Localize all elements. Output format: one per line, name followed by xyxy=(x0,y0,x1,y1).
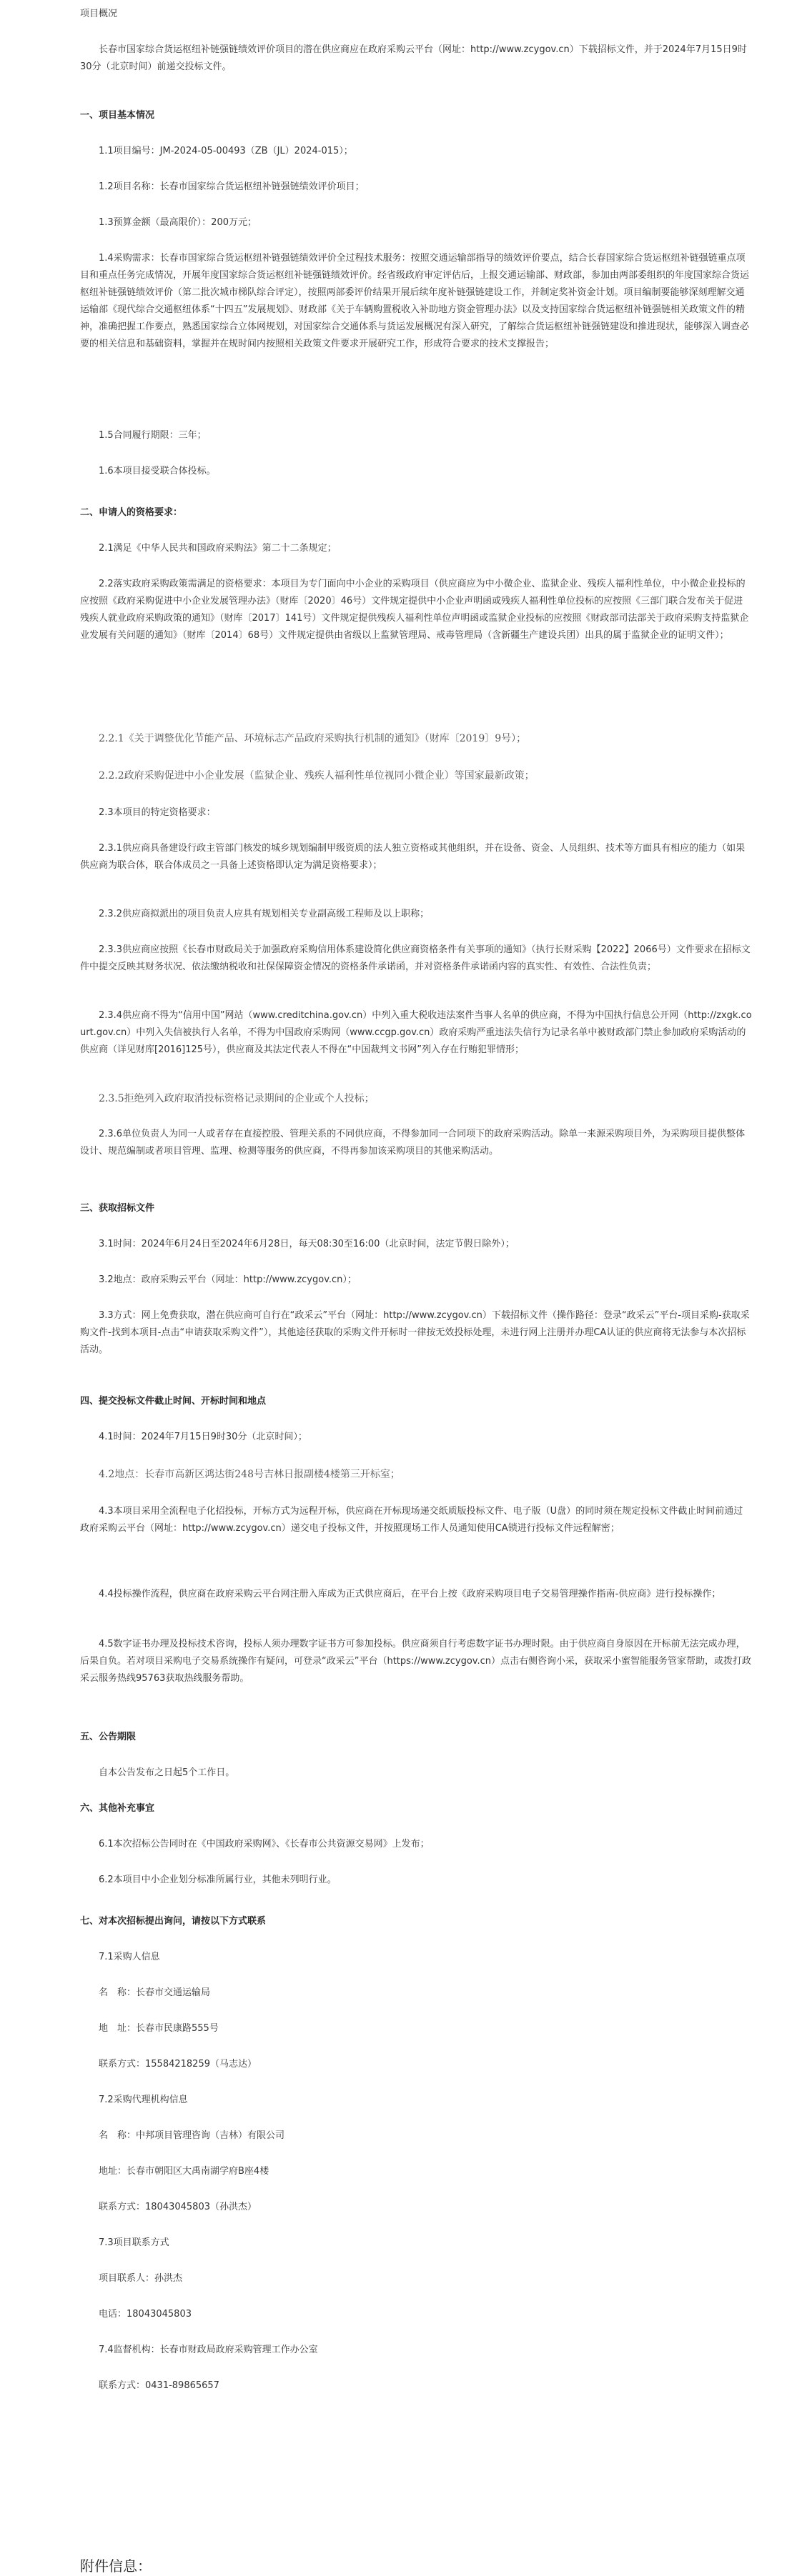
contact-7-2: 7.2采购代理机构信息 xyxy=(99,2095,188,2105)
agency-name: 名 称：中邦项目管理咨询（吉林）有限公司 xyxy=(99,2130,285,2141)
section-2-title: 二、申请人的资格要求： xyxy=(80,507,183,518)
item-2-2-1: 2.2.1《关于调整优化节能产品、环境标志产品政府采购执行机制的通知》（财库〔2019〕9号）； xyxy=(99,733,527,744)
item-2-3-6: 2.3.6单位负责人为同一人或者存在直接控股、管理关系的不同供应商，不得参加同一合同项下的政府采购活动。除单一来源采购项目外，为采购项目提供整体设计、规范编制或者项目管理、监理、检测等服务的供应商，不得再参加该采购项目的其他采购活动。 xyxy=(80,1129,746,1157)
item-2-1: 2.1满足《中华人民共和国政府采购法》第二十二条规定； xyxy=(99,543,337,554)
item-4-2: 4.2地点：长春市高新区鸿达街248号吉林日报副楼4楼第三开标室； xyxy=(99,1469,400,1480)
supervisor-agency: 7.4监督机构：长春市财政局政府采购管理工作办公室 xyxy=(99,2345,318,2355)
item-3-2: 3.2地点：政府采购云平台（网址：http://www.zcygov.cn）； xyxy=(99,1274,357,1285)
item-2-2-2: 2.2.2政府采购促进中小企业发展（监狱企业、残疾人福利性单位视同小微企业）等国家最新政策； xyxy=(99,770,535,782)
project-contact-phone: 电话：18043045803 xyxy=(99,2309,192,2320)
item-3-3: 3.3方式：网上免费获取，潜在供应商可自行在“政采云”平台（网址：http://www.zcygov.cn）下载招标文件（操作路径：登录“政采云”平台-项目采购-获取采购文件-找到本项目-点击“申请获取采购文件”），其他途径获取的采购文件开标时一律按无效投标处理，未进行网上注册并办理CA认证的供应商将无法参与本次招标活动。 xyxy=(80,1310,750,1355)
item-6-2: 6.2本项目中小企业划分标准所属行业，其他未列明行业。 xyxy=(99,1874,337,1885)
attachments-heading: 附件信息： xyxy=(80,2557,152,2575)
item-4-1: 4.1时间：2024年7月15日9时30分（北京时间）； xyxy=(99,1432,307,1442)
item-2-3-2: 2.3.2供应商拟派出的项目负责人应具有规划相关专业副高级工程师及以上职称； xyxy=(99,909,430,919)
item-3-1: 3.1时间：2024年6月24日至2024年6月28日，每天08:30至16:00（北京时间，法定节假日除外）； xyxy=(99,1239,515,1249)
item-2-2: 2.2落实政府采购政策需满足的资格要求：本项目为专门面向中小企业的采购项目（供应商应为中小微企业、监狱企业、残疾人福利性单位，中小微企业投标的应按照《政府采购促进中小企业发展管理办法》（财库〔2020〕46号）文件规定提供中小企业声明函或残疾人福利性单位投标的应按照《三部门联合发布关于促进残疾人就业政府采购政策的通知》（财库〔2017〕141号）文件规定提供残疾人福利性单位声明函或监狱企业投标的应按照《财政部司法部关于政府采购支持监狱企业发展有关问题的通知》（财库〔2014〕68号）文件规定提供由省级以上监狱管理局、戒毒管理局（含新疆生产建设兵团）出具的属于监狱企业的证明文件）； xyxy=(80,579,749,641)
item-2-3: 2.3本项目的特定资格要求： xyxy=(99,807,216,818)
overview-heading: 项目概况 xyxy=(80,9,118,19)
item-1-3: 1.3预算金额（最高限价）：200万元； xyxy=(99,217,257,228)
overview-paragraph: 长春市国家综合货运枢纽补链强链绩效评价项目的潜在供应商应在政府采购云平台（网址：http://www.zcygov.cn）下载招标文件，并于2024年7月15日9时30分（北京时间）前递交投标文件。 xyxy=(80,44,747,72)
item-4-5: 4.5数字证书办理及投标技术咨询，投标人须办理数字证书方可参加投标。供应商须自行考虑数字证书办理时限。由于供应商自身原因在开标前无法完成办理，后果自负。若对项目采购电子交易系统操作有疑问，可登录“政采云”平台（https://www.zcygov.cn）点击右侧咨询小采，获取采小蜜智能服务管家帮助，或拨打政采云服务热线95763获取热线服务帮助。 xyxy=(80,1639,751,1684)
section-6-title: 六、其他补充事宜 xyxy=(80,1803,155,1814)
item-1-5: 1.5合同履行期限：三年； xyxy=(99,430,207,441)
item-1-6: 1.6本项目接受联合体投标。 xyxy=(99,466,216,476)
section-1-title: 一、项目基本情况 xyxy=(80,110,155,121)
contact-7-3: 7.3项目联系方式 xyxy=(99,2237,169,2248)
item-4-3: 4.3本项目采用全流程电子化招投标，开标方式为远程开标，供应商在开标现场递交纸质版投标文件、电子版（U盘）的同时须在规定投标文件截止时间前通过政府采购云平台（网址：http://www.zcygov.cn）递交电子投标文件，并按照现场工作人员通知使用CA锁进行投标文件远程解密； xyxy=(80,1506,743,1534)
project-contact-person: 项目联系人：孙洪杰 xyxy=(99,2273,183,2284)
supervisor-phone: 联系方式：0431-89865657 xyxy=(99,2380,219,2391)
item-4-4: 4.4投标操作流程，供应商在政府采购云平台网注册入库成为正式供应商后，在平台上按《政府采购项目电子交易管理操作指南-供应商》进行投标操作； xyxy=(99,1589,721,1599)
purchaser-address: 地 址：长春市民康路555号 xyxy=(99,2023,219,2034)
item-6-1: 6.1本次招标公告同时在《中国政府采购网》、《长春市公共资源交易网》上发布； xyxy=(99,1839,430,1849)
item-1-2: 1.2项目名称：长春市国家综合货运枢纽补链强链绩效评价项目； xyxy=(99,181,365,192)
section-7-title: 七、对本次招标提出询问，请按以下方式联系 xyxy=(80,1916,267,1927)
section-4-title: 四、提交投标文件截止时间、开标时间和地点 xyxy=(80,1396,267,1407)
purchaser-phone: 联系方式：15584218259（马志达） xyxy=(99,2059,257,2070)
agency-address: 地址：长春市朝阳区大禹南湖学府B座4楼 xyxy=(99,2166,269,2177)
agency-phone: 联系方式：18043045803（孙洪杰） xyxy=(99,2202,257,2212)
item-2-3-3: 2.3.3供应商应按照《长春市财政局关于加强政府采购信用体系建设简化供应商资格条件有关事项的通知》（执行长财采购【2022】2066号）文件要求在招标文件中提交反映其财务状况、依法缴纳税收和社保保障资金情况的资格条件承诺函，并对资格条件承诺函内容的真实性、有效性、合法性负责； xyxy=(80,944,751,972)
section-3-title: 三、获取招标文件 xyxy=(80,1203,155,1214)
item-2-3-5: 2.3.5拒绝列入政府取消投标资格记录期间的企业或个人投标； xyxy=(99,1093,375,1104)
item-1-1: 1.1项目编号：JM-2024-05-00493（ZB（JL）2024-015）； xyxy=(99,146,353,156)
item-2-3-1: 2.3.1供应商具备建设行政主管部门核发的城乡规划编制甲级资质的法人独立资格或其他组织，并在设备、资金、人员组织、技术等方面具有相应的能力（如果供应商为联合体，联合体成员之一具备上述资格即认定为满足资格要求）； xyxy=(80,843,746,871)
contact-7-1: 7.1采购人信息 xyxy=(99,1952,160,1962)
item-1-4: 1.4采购需求：长春市国家综合货运枢纽补链强链绩效评价全过程技术服务：按照交通运输部指导的绩效评价要点，结合长春国家综合货运枢纽补链强链重点项目和重点任务完成情况，开展年度国家综合货运枢纽补链强链绩效评价。经省级政府审定评估后，上报交通运输部、财政部，参加由两部委组织的年度国家综合货运枢纽补链强链绩效评价（第二批次城市梯队综合评定），按照两部委评价结果开展后续年度补链强链建设工作，并制定奖补资金计划。项目编制要能够深刻理解交通运输部《现代综合交通枢纽体系“十四五”发展规划》、财政部《关于车辆购置税收入补助地方资金管理办法》以及支持国家综合货运枢纽补链强链相关政策文件的精神，准确把握工作要点，熟悉国家综合立体网规划，对国家综合交通体系与货运发展概况有深入研究，了解综合货运枢纽补链强链建设和推进现状，能够深入调查必要的相关信息和基础资料，掌握并在规时间内按照相关政策文件要求开展研究工作，形成符合要求的技术支撑报告； xyxy=(80,253,750,349)
item-2-3-4: 2.3.4供应商不得为“信用中国”网站（www.creditchina.gov.cn）中列入重大税收违法案件当事人名单的供应商，不得为中国执行信息公开网（http://zxgk.court.gov.cn）中列入失信被执行人名单，不得为中国政府采购网（www.ccgp.gov.cn）政府采购严重违法失信行为记录名单中被财政部门禁止参加政府采购活动的供应商（详见财库[2016]125号），供应商及其法定代表人不得在“中国裁判文书网”列入存在行贿犯罪情形； xyxy=(80,1010,752,1055)
item-5-1: 自本公告发布之日起5个工作日。 xyxy=(99,1767,235,1778)
purchaser-name: 名 称：长春市交通运输局 xyxy=(99,1987,211,1998)
section-5-title: 五、公告期限 xyxy=(80,1732,137,1742)
